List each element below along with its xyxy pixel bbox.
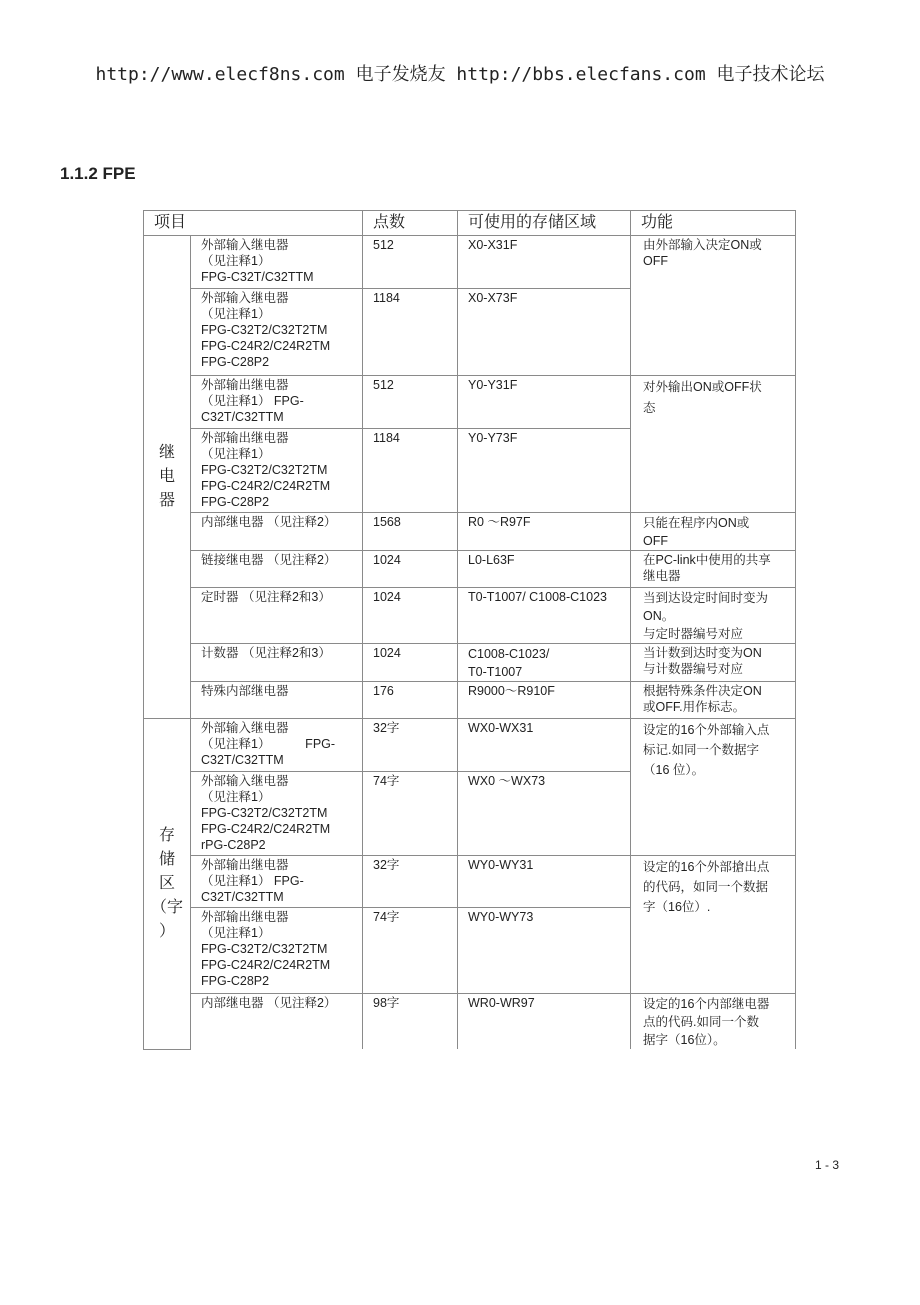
item-cell: 定时器 （见注释2和3） [201, 590, 331, 604]
item-cell: 链接继电器 （见注释2） [201, 553, 337, 567]
function-cell: 在PC-link中使用的共享 继电器 [643, 553, 771, 583]
function-cell: 当到达设定时间时变为 ON。 与定时器编号对应 [643, 591, 769, 641]
points-cell: 176 [363, 682, 458, 719]
col-header-item: 项目 [144, 211, 363, 236]
section-title: 1.1.2 FPE [60, 164, 136, 183]
page-number: 1 - 3 [815, 1158, 840, 1172]
table-row [144, 236, 796, 289]
points-cell: 512 [363, 236, 458, 289]
page-header: http://www.elecf8ns.com 电子发烧友 http://bbs.elecfans.com 电子技术论坛 [95, 64, 825, 85]
table-row [144, 994, 796, 1050]
spec-table [143, 210, 796, 1050]
table-row [144, 551, 796, 588]
points-cell: 1024 [363, 551, 458, 588]
points-cell: 32字 [363, 719, 458, 772]
function-cell: 当计数到达时变为ON 与计数器编号对应 [643, 646, 762, 676]
points-cell: 74字 [363, 908, 458, 994]
area-cell: T0-T1007/ C1008-C1023 [458, 588, 631, 644]
table-row [144, 588, 796, 644]
relay-category-cell [144, 236, 191, 719]
area-cell: Y0-Y31F [458, 376, 631, 429]
points-cell: 1184 [363, 429, 458, 513]
area-cell: WY0-WY73 [458, 908, 631, 994]
area-cell: R9000～R910F [458, 682, 631, 719]
points-cell: 512 [363, 376, 458, 429]
storage-category-cell [144, 719, 191, 1050]
item-cell: 外部输入继电器 （见注释1） FPG-C32T2/C32T2TM FPG-C24R2/C24R2TM FPG-C28P2 [201, 291, 331, 369]
area-cell: X0-X31F [458, 236, 631, 289]
item-cell: 外部输入继电器 （见注释1） FPG-C32T2/C32T2TM FPG-C24R2/C24R2TM rPG-C28P2 [201, 774, 331, 852]
function-cell: 设定的16个外部输入点 标记.如同一个数据字 （16 位）。 [643, 723, 770, 777]
item-cell: 外部输出继电器 （见注释1） FPG- C32T/C32TTM [201, 378, 304, 424]
item-cell: 内部继电器 （见注释2） [201, 515, 337, 529]
area-cell: Y0-Y73F [458, 429, 631, 513]
table-row [144, 682, 796, 719]
area-cell: C1008-C1023/ T0-T1007 [468, 647, 550, 679]
item-cell: 外部输出继电器 （见注释1） FPG-C32T2/C32T2TM FPG-C24R2/C24R2TM FPG-C28P2 [201, 431, 331, 509]
area-cell: WR0-WR97 [458, 994, 631, 1050]
function-cell: 设定的16个外部搶出点 的代码，如同一个数据 字（16位）. [643, 860, 770, 914]
col-header-function: 功能 [631, 211, 796, 236]
relay-category-label: 继 电 器 [158, 444, 175, 509]
function-cell: 只能在程序内ON或 OFF [643, 516, 750, 548]
area-cell: L0-L63F [458, 551, 631, 588]
item-cell: 特殊内部继电器 [201, 684, 289, 698]
area-cell: WX0 ～WX73 [458, 772, 631, 856]
area-cell: X0-X73F [458, 289, 631, 376]
area-cell: WY0-WY31 [458, 856, 631, 908]
table-row [144, 513, 796, 551]
storage-category-label: 存 储 区 （字 ） [150, 826, 183, 940]
table-row [144, 719, 796, 772]
function-cell: 对外输出ON或OFF状 态 [643, 380, 762, 415]
points-cell: 98字 [363, 994, 458, 1050]
function-cell: 由外部输入决定ON或 OFF [643, 238, 762, 268]
item-cell: 内部继电器 （见注释2） [201, 996, 337, 1010]
points-cell: 1184 [363, 289, 458, 376]
item-cell: 外部输出继电器 （见注释1） FPG- C32T/C32TTM [201, 858, 304, 904]
table-header-row [144, 211, 796, 236]
item-cell: 计数器 （见注释2和3） [201, 646, 331, 660]
item-cell: 外部输出继电器 （见注释1） FPG-C32T2/C32T2TM FPG-C24R2/C24R2TM FPG-C28P2 [201, 910, 331, 988]
col-header-area: 可使用的存储区域 [458, 211, 631, 236]
table-row [144, 376, 796, 429]
table-row [144, 644, 796, 682]
area-cell: R0 ～R97F [458, 513, 631, 551]
function-cell: 根据特殊条件决定ON 或OFF.用作标志。 [643, 684, 762, 714]
points-cell: 74字 [363, 772, 458, 856]
table-row [144, 856, 796, 908]
function-cell: 设定的16个内部继电器 点的代码.如同一个数 据字（16位）。 [643, 997, 770, 1047]
item-cell: 外部输入继电器 （见注释1） FPG- C32T/C32TTM [201, 721, 336, 767]
col-header-points: 点数 [363, 211, 458, 236]
area-cell: WX0-WX31 [458, 719, 631, 772]
points-cell: 32字 [363, 856, 458, 908]
points-cell: 1024 [363, 644, 458, 682]
points-cell: 1568 [363, 513, 458, 551]
points-cell: 1024 [363, 588, 458, 644]
item-cell: 外部输入继电器 （见注释1） FPG-C32T/C32TTM [201, 238, 314, 284]
